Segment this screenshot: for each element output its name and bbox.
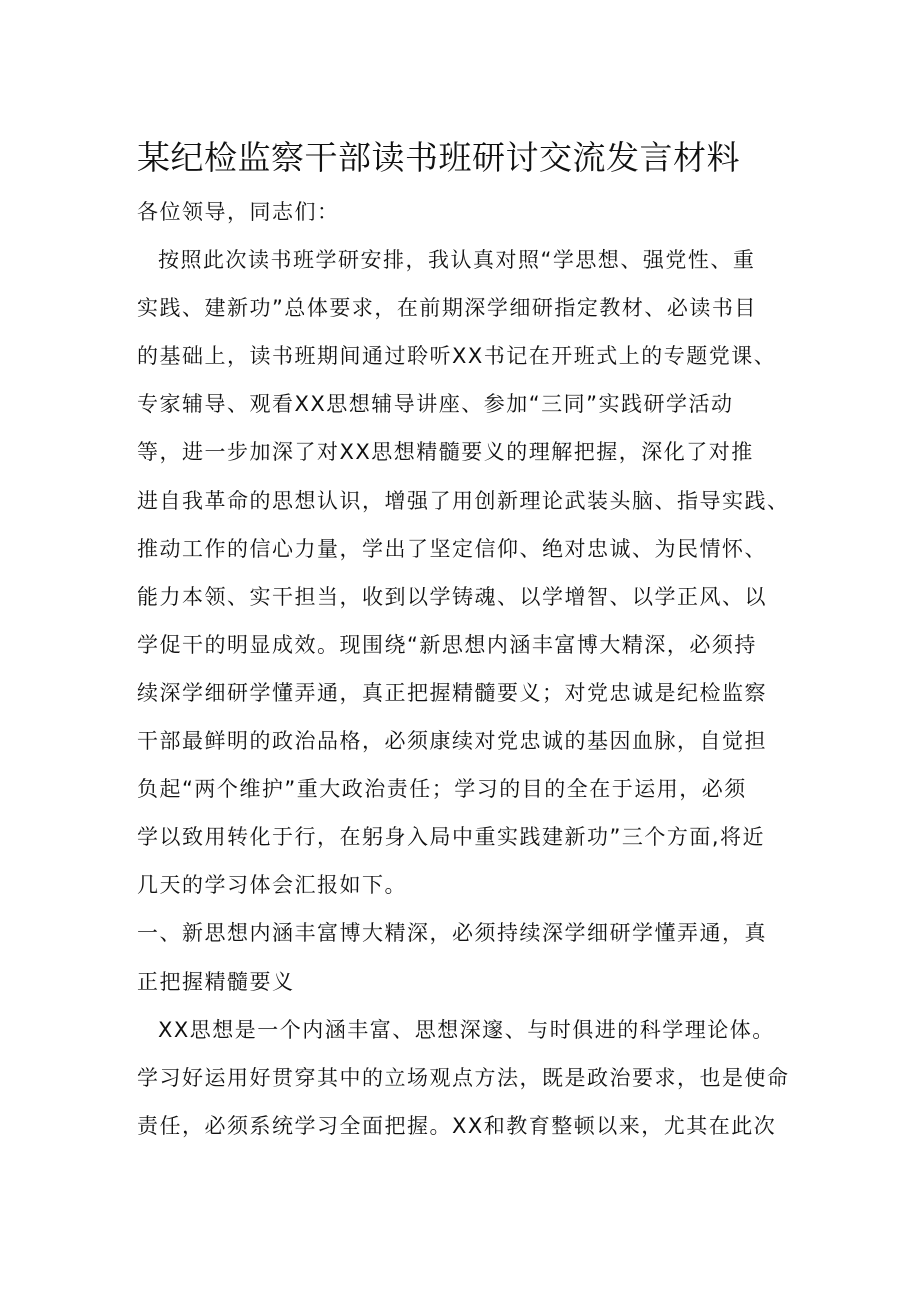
document-title: 某纪检监察干部读书班研讨交流发言材料 [137,138,740,177]
paragraph-line: 责任，必须系统学习全面把握。XX和教育整顿以来，尤其在此次 [137,1113,777,1138]
paragraph-line: 推动工作的信心力量，学出了坚定信仰、绝对忠诚、为民情怀、 [137,536,767,561]
paragraph-line: 学促干的明显成效。现围绕“新思想内涵丰富博大精深，必须持 [137,632,757,657]
paragraph-line: 等，进一步加深了对XX思想精髓要义的理解把握，深化了对推 [137,440,754,465]
paragraph-line: 续深学细研学懂弄通，真正把握精髓要义；对党忠诚是纪检监察 [137,680,767,705]
paragraph-line: 按照此次读书班学研安排，我认真对照“学思想、强党性、重 [158,248,756,273]
paragraph-line: 负起“两个维护”重大政治责任；学习的目的全在于运用，必须 [137,777,747,802]
salutation-line: 各位领导，同志们： [137,200,340,224]
section-heading-line: 正把握精髓要义 [137,969,295,994]
paragraph-line: 实践、建新功”总体要求，在前期深学细研指定教材、必读书目 [137,296,757,321]
paragraph-line: XX思想是一个内涵丰富、思想深邃、与时俱进的科学理论体。 [158,1017,775,1042]
paragraph-line: 专家辅导、观看XX思想辅导讲座、参加“三同”实践研学活动 [137,392,734,417]
paragraph-line: 能力本领、实干担当，收到以学铸魂、以学增智、以学正风、以 [137,584,767,609]
paragraph-line: 学习好运用好贯穿其中的立场观点方法，既是政治要求，也是使命 [137,1065,790,1090]
paragraph-line: 几天的学习体会汇报如下。 [137,873,407,898]
paragraph-line: 干部最鲜明的政治品格，必须康续对党忠诚的基因血脉，自觉担 [137,729,767,754]
paragraph-line: 学以致用转化于行，在躬身入局中重实践建新功”三个方面,将近 [137,825,766,850]
section-heading-line: 一、新思想内涵丰富博大精深，必须持续深学细研学懂弄通，真 [137,921,767,946]
paragraph-line: 进自我革命的思想认识，增强了用创新理论武装头脑、指导实践、 [137,488,790,513]
document-body [137,188,797,1150]
paragraph-line: 的基础上，读书班期间通过聆听XX书记在开班式上的专题党课、 [137,344,777,369]
